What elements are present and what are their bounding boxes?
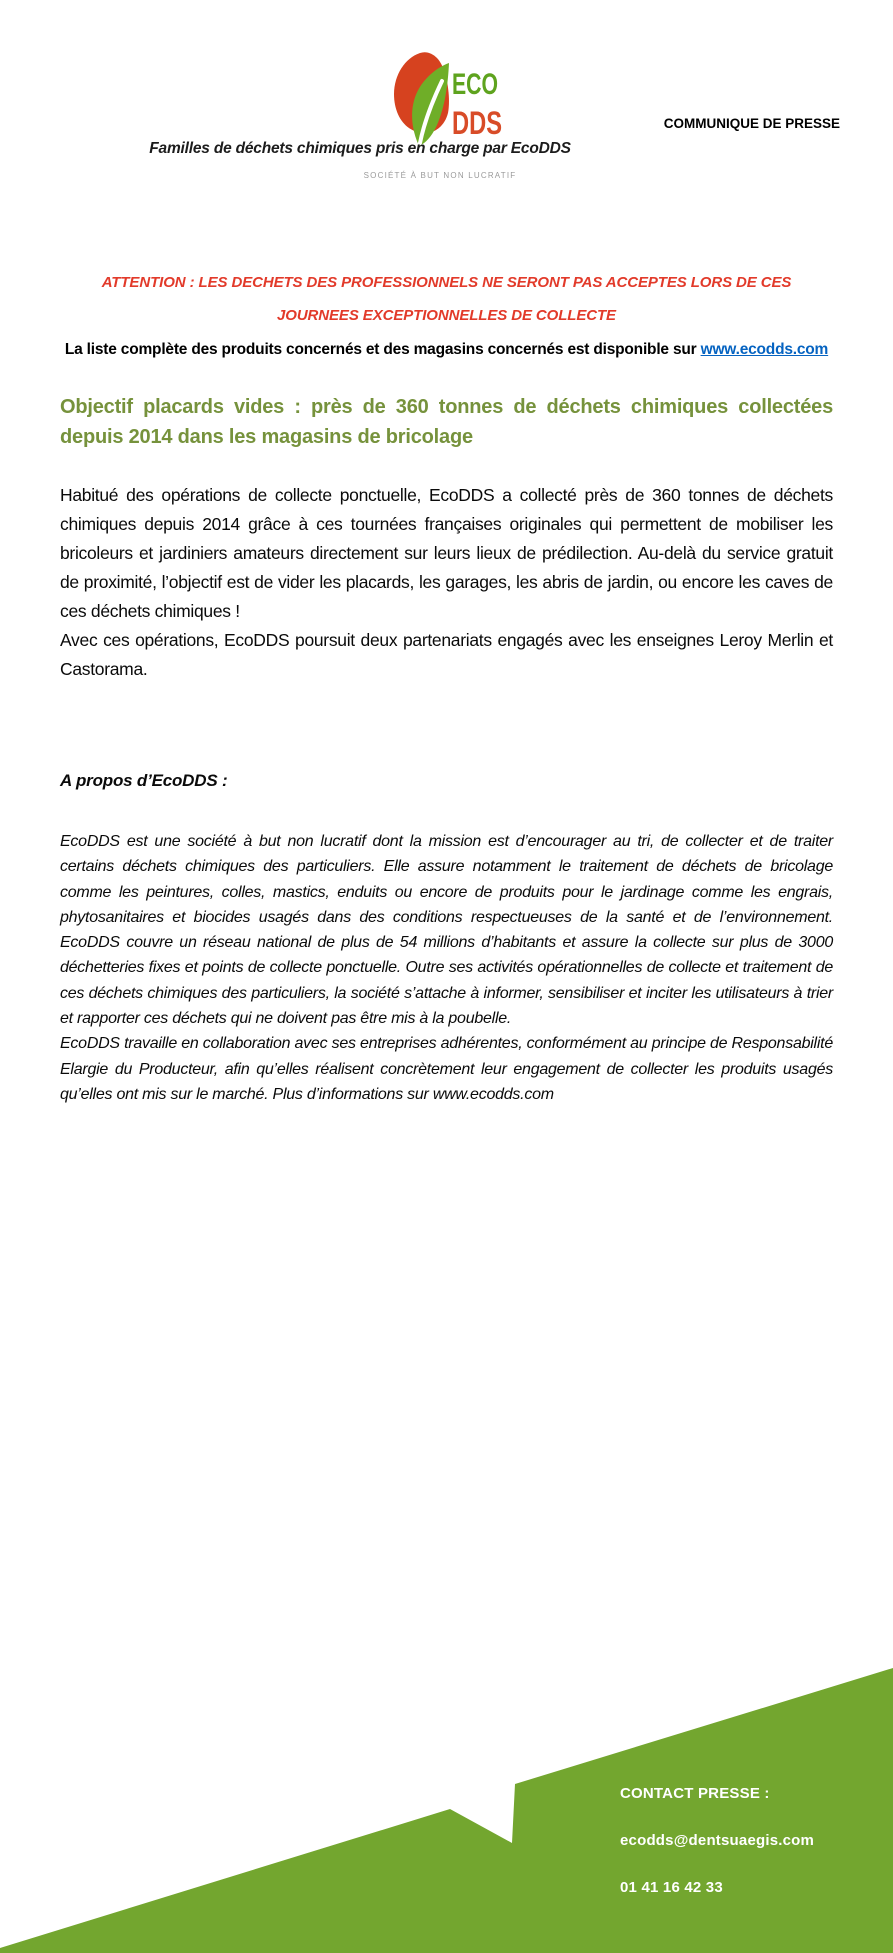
ecodds-website-link[interactable]: www.ecodds.com (700, 341, 829, 358)
logo-text-dds: DDS (452, 105, 502, 141)
contact-presse-label: CONTACT PRESSE : (620, 1785, 770, 1802)
product-list-info (60, 341, 833, 359)
press-release-label: COMMUNIQUE DE PRESSE (663, 116, 840, 131)
article-paragraph-1: Habitué des opérations de collecte ponctuelle, EcoDDS a collecté près de 360 tonnes de déchets chimiques depuis 2014 grâce à ces tournées françaises originales qui permettent de mobiliser les bricoleurs et jardiniers amateurs directement sur leurs lieux de prédilection. Au-delà du service gratuit de proximité, l’objectif est de vider les placards, les garages, les abris de jardin, ou encore les caves de ces déchets chimiques ! (60, 485, 833, 621)
article-paragraph-2: Avec ces opérations, EcoDDS poursuit deux partenariats engagés avec les enseignes Leroy Merlin et Castorama. (60, 630, 833, 679)
product-list-info-text: La liste complète des produits concernés et des magasins concernés est disponible sur (64, 341, 701, 358)
attention-notice: ATTENTION : LES DECHETS DES PROFESSIONNELS NE SERONT PAS ACCEPTES LORS DE CES JOURNEES EXCEPTIONNELLES DE COLLECTE (101, 274, 792, 324)
contact-email: ecodds@dentsuaegis.com (620, 1832, 815, 1849)
about-paragraph-1: EcoDDS est une société à but non lucratif dont la mission est d’encourager au tri, de collecter et de traiter certains déchets chimiques des particuliers. Elle assure notamment le traitement de déchets de bricolage comme les peintures, colles, mastics, enduits ou encore de produits pour le jardinage comme les engrais, phytosanitaires et biocides usagés dans des conditions respectueuses de la santé et de l’environnement. EcoDDS couvre un réseau national de plus de 54 millions d’habitants et assure la collecte sur plus de 3000 déchetteries fixes et points de collecte ponctuelle. Outre ses activités opérationnelles de collecte et traitement de ces déchets chimiques des particuliers, la société s’attache à informer, sensibiliser et inciter les utilisateurs à trier et rapporter ces déchets qui ne doivent pas être mis à la poubelle. (60, 833, 833, 1028)
org-subtitle: SOCIÉTÉ À BUT NON LUCRATIF (363, 171, 517, 180)
footer-banner-shape (0, 1668, 893, 1953)
ecodds-logo (390, 50, 570, 150)
logo-text-eco: ECO (452, 68, 498, 101)
logo-tagline: Familles de déchets chimiques pris en charge par EcoDDS (149, 140, 571, 157)
about-paragraph-2: EcoDDS travaille en collaboration avec ses entreprises adhérentes, conformément au principe de Responsabilité Elargie du Producteur, afin qu’elles réalisent concrètement leur engagement de collecter les produits usagés qu’elles ont mis sur le marché. Plus d’informations sur www.ecodds.com (60, 1035, 833, 1103)
about-body (60, 829, 833, 1107)
contact-phone: 01 41 16 42 33 (620, 1879, 723, 1896)
about-heading: A propos d’EcoDDS : (60, 771, 228, 790)
article-body (60, 481, 833, 684)
ecodds-logo-icon (390, 50, 570, 150)
article-heading: Objectif placards vides : près de 360 tonnes de déchets chimiques collectées depuis 2014 dans les magasins de bricolage (60, 396, 833, 448)
